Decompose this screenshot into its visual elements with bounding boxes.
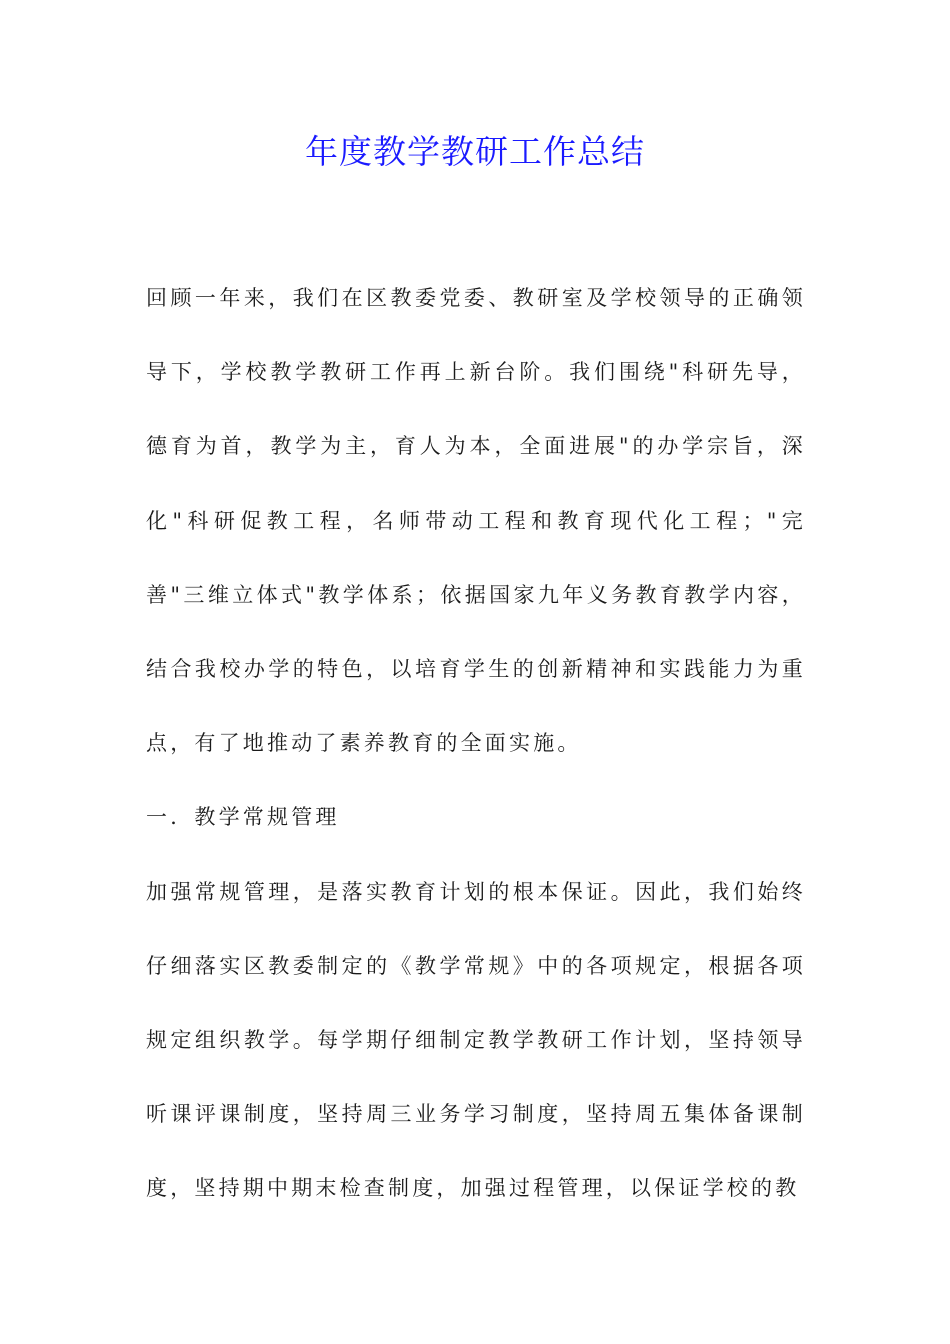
document-title: 年度教学教研工作总结 [305, 132, 645, 171]
intro-paragraph: 回顾一年来，我们在区教委党委、教研室及学校领导的正确领导下，学校教学教研工作再上新台阶。我们围绕"科研先导，德育为首，教学为主，育人为本，全面进展"的办学宗旨，深化"科研促教工程，名师带动工程和教育现代化工程；"完善"三维立体式"教学体系；依据国家九年义务教育教学内容，结合我校办学的特色，以培育学生的创新精神和实践能力为重点，有了地推动了素养教育的全面实施。 [146, 286, 806, 756]
document-body [146, 261, 806, 1226]
routine-management-paragraph: 加强常规管理，是落实教育计划的根本保证。因此，我们始终仔细落实区教委制定的《教学常规》中的各项规定，根据各项规定组织教学。每学期仔细制定教学教研工作计划，坚持领导听课评课制度，坚持周三业务学习制度，坚持周五集体备课制度，坚持期中期末检查制度，加强过程管理，以保证学校的教 [146, 879, 806, 1201]
section-heading-teaching-routine: 一．教学常规管理 [146, 805, 340, 830]
